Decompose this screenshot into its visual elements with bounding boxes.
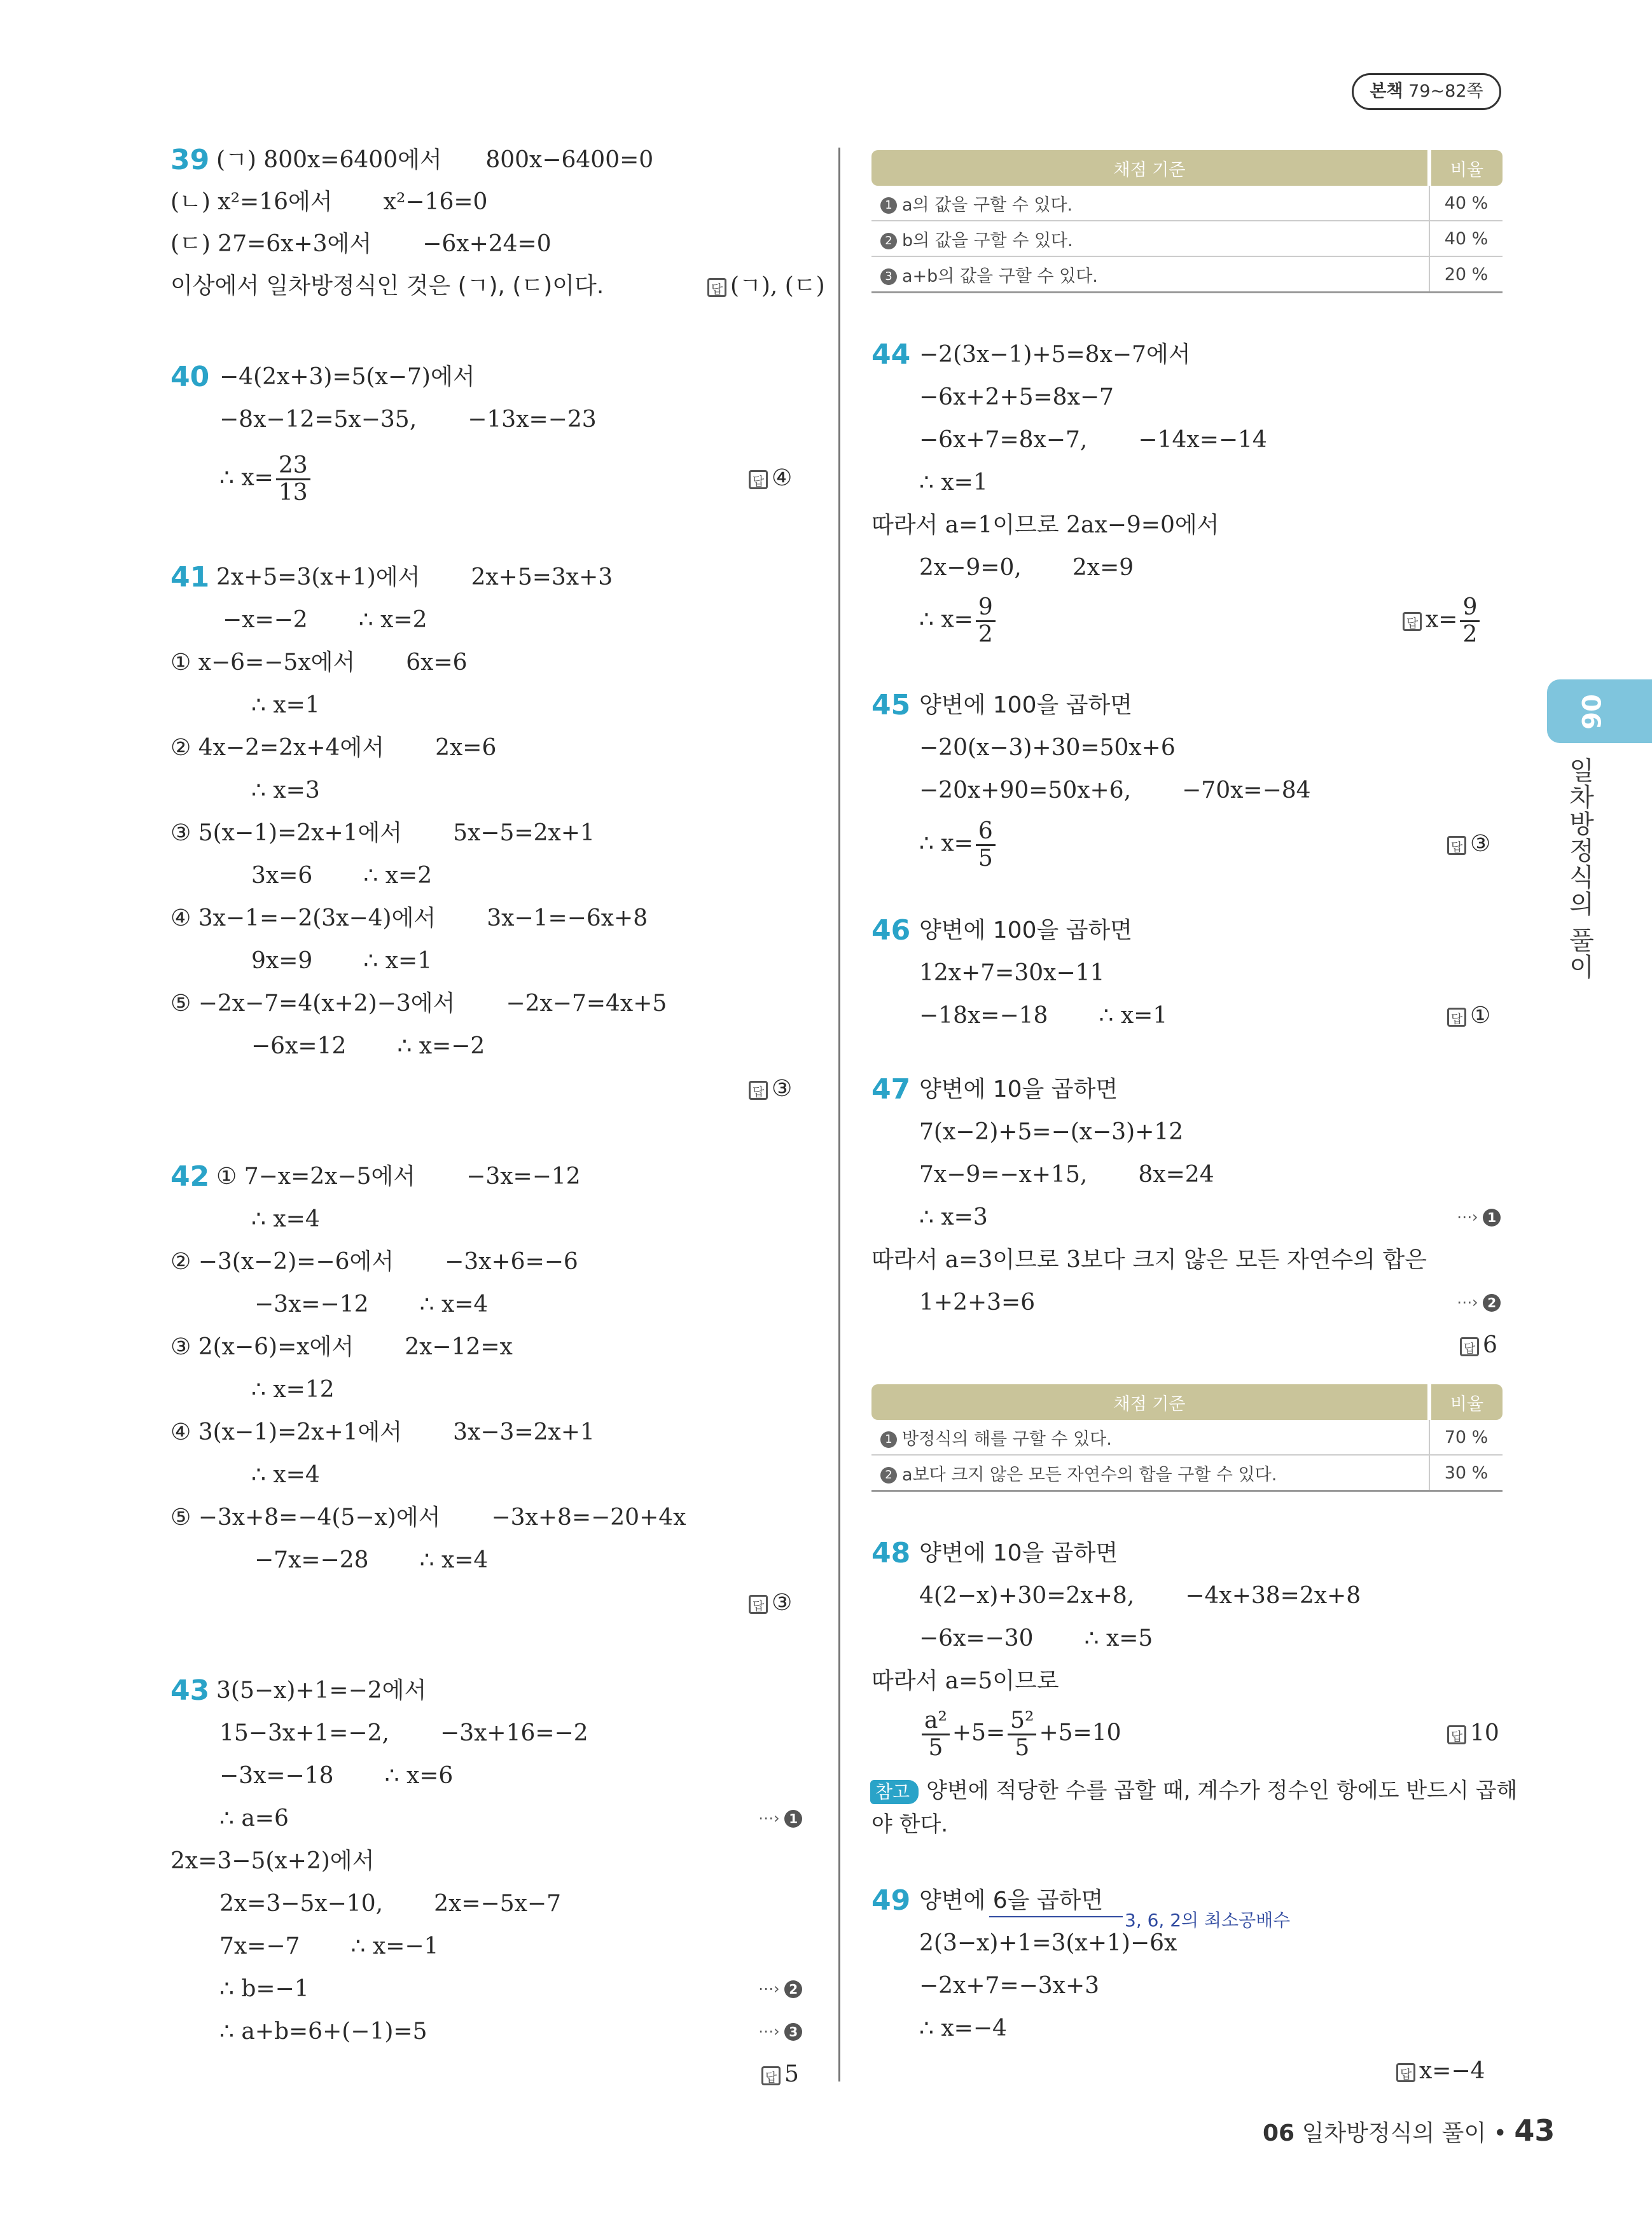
solution-line: ∴ x=−4 xyxy=(919,2015,1007,2041)
solution-line: (ㄷ) 27=6x+3에서 −6x+24=0 xyxy=(170,231,552,257)
answer: 답 x= $\frac{9}{2}$ xyxy=(1403,595,1482,648)
fraction: $\frac{\text{5²}}{5}$ xyxy=(1008,1708,1036,1761)
column-divider xyxy=(838,148,840,2082)
criteria-header: 채점 기준 xyxy=(871,150,1429,186)
solution-line: 이상에서 일차방정식인 것은 (ㄱ), (ㄷ)이다. xyxy=(170,273,604,299)
criteria-cell: 1 a의 값을 구할 수 있다. xyxy=(871,186,1429,221)
answer-icon: 답 xyxy=(761,2066,781,2085)
problem-number: 46 xyxy=(871,914,911,947)
solution-line: ∴ x=3 xyxy=(919,1204,988,1230)
solution-line: −3x=−18 ∴ x=6 xyxy=(219,1763,454,1789)
page-footer: 06 일차방정식의 풀이 • 43 xyxy=(1263,2113,1555,2148)
criteria-header: 채점 기준 xyxy=(871,1384,1429,1420)
solution-line: ③ 2(x−6)=x에서 2x−12=x xyxy=(170,1334,513,1360)
solution-line: ∴ x=4 xyxy=(251,1462,320,1488)
solution-line: −20(x−3)+30=50x+6 xyxy=(919,735,1176,761)
ratio-header: 비율 xyxy=(1429,150,1503,186)
solution-line: 2x=3−5x−10, 2x=−5x−7 xyxy=(219,1891,561,1917)
solution-line: 2x=3−5(x+2)에서 xyxy=(170,1848,375,1874)
solution-line: ① 7−x=2x−5에서 −3x=−12 xyxy=(216,1164,581,1190)
fraction: $\frac{9}{2}$ xyxy=(976,595,996,648)
solution-line: −6x+7=8x−7, −14x=−14 xyxy=(919,427,1267,453)
solution-line: 양변에 6을 곱하면 xyxy=(919,1887,1104,1914)
solution-line: −x=−2 ∴ x=2 xyxy=(223,607,427,633)
solution-line: 따라서 a=1이므로 2ax−9=0에서 xyxy=(871,512,1219,538)
solution-line: 12x+7=30x−11 xyxy=(919,960,1105,986)
solution-line: ② −3(x−2)=−6에서 −3x+6=−6 xyxy=(170,1249,578,1275)
answer: 답 10 xyxy=(1447,1721,1499,1746)
solution-line: 7x=−7 ∴ x=−1 xyxy=(219,1933,439,1959)
solution-line: 양변에 10을 곱하면 xyxy=(919,1540,1118,1566)
solution-line: −4(2x+3)=5(x−7)에서 xyxy=(219,364,475,390)
problem-number: 40 xyxy=(170,361,210,393)
solution-line: ∴ x= $\frac{6}{5}$ xyxy=(919,819,998,872)
note-line: 참고 양변에 적당한 수를 곱할 때, 계수가 정수인 항에도 반드시 곱해 xyxy=(870,1778,1517,1804)
problem-number: 47 xyxy=(871,1073,911,1106)
solution-line: 7(x−2)+5=−(x−3)+12 xyxy=(919,1119,1184,1145)
answer-icon: 답 xyxy=(749,1595,768,1614)
answer-icon: 답 xyxy=(707,278,726,297)
page-range-badge xyxy=(1352,73,1501,110)
answer-icon: 답 xyxy=(1396,2063,1415,2082)
solution-line: ∴ a+b=6+(−1)=5 xyxy=(219,2019,427,2045)
solution-line: ∴ x=1 xyxy=(251,692,320,718)
solution-line: ∴ x=4 xyxy=(251,1206,320,1232)
solution-line: −6x+2+5=8x−7 xyxy=(919,384,1114,410)
note-line: 야 한다. xyxy=(871,1812,948,1837)
step-marker: ⋯› 3 xyxy=(758,2022,802,2041)
answer: 답 (ㄱ), (ㄷ) xyxy=(707,274,825,299)
solution-line: $\frac{\text{a²}}{5}$ +5= $\frac{\text{5²}}{5}$ +5=10 xyxy=(919,1708,1121,1761)
problem-number: 49 xyxy=(871,1884,911,1917)
solution-line: ∴ x=3 xyxy=(251,777,320,803)
problem-number: 39 xyxy=(170,144,210,176)
answer-icon: 답 xyxy=(749,470,768,489)
solution-line: 7x−9=−x+15, 8x=24 xyxy=(919,1162,1214,1188)
fraction: $\frac{6}{5}$ xyxy=(976,819,996,872)
problem-number: 45 xyxy=(871,689,911,721)
problem-number: 42 xyxy=(170,1160,210,1193)
problem-number: 41 xyxy=(170,561,210,594)
solution-line: −6x=12 ∴ x=−2 xyxy=(251,1033,485,1059)
solution-line: ∴ a=6 xyxy=(219,1805,289,1831)
solution-line: 2x−9=0, 2x=9 xyxy=(919,555,1134,581)
solution-line: −8x−12=5x−35, −13x=−23 xyxy=(219,407,597,433)
solution-line: −20x+90=50x+6, −70x=−84 xyxy=(919,777,1311,803)
solution-line: 양변에 10을 곱하면 xyxy=(919,1076,1118,1102)
solution-line: 3x=6 ∴ x=2 xyxy=(251,863,433,889)
solution-line: ∴ x= $\frac{9}{2}$ xyxy=(919,595,998,648)
criteria-cell: 2 b의 값을 구할 수 있다. xyxy=(871,221,1429,256)
solution-line: ∴ x=12 xyxy=(251,1377,335,1403)
answer: 답 5 xyxy=(761,2062,799,2087)
solution-line: −2x+7=−3x+3 xyxy=(919,1973,1100,1999)
answer-icon: 답 xyxy=(1447,1008,1466,1027)
answer-icon: 답 xyxy=(1447,836,1466,855)
scoring-criteria-table: 채점 기준 비율 1 방정식의 해를 구할 수 있다. 70 % 2 a보다 크지 않은 모든 자연수의 합을 구할 수 있다. 30 % xyxy=(871,1384,1503,1492)
solution-line: 15−3x+1=−2, −3x+16=−2 xyxy=(219,1720,588,1746)
ratio-header: 비율 xyxy=(1429,1384,1503,1420)
page-range: 79~82쪽 xyxy=(1408,81,1483,101)
answer-icon: 답 xyxy=(749,1081,768,1100)
problem-number: 48 xyxy=(871,1537,911,1569)
solution-line: 2(3−x)+1=3(x+1)−6x xyxy=(919,1930,1177,1956)
solution-line: 양변에 100을 곱하면 xyxy=(919,917,1133,943)
solution-line: ∴ b=−1 xyxy=(219,1976,309,2002)
chapter-side-title: 일차방정식의 풀이 xyxy=(1565,757,1594,980)
solution-line: ⑤ −3x+8=−4(5−x)에서 −3x+8=−20+4x xyxy=(170,1505,686,1531)
solution-line: (ㄴ) x²=16에서 x²−16=0 xyxy=(170,189,488,215)
problem-number: 44 xyxy=(871,338,911,371)
solution-line: ① x−6=−5x에서 6x=6 xyxy=(170,650,468,676)
solution-line: ∴ x= $\frac{23}{13}$ xyxy=(219,453,313,506)
criteria-cell: 3 a+b의 값을 구할 수 있다. xyxy=(871,256,1429,293)
answer: 답 ③ xyxy=(749,1590,792,1616)
solution-line: ∴ x=1 xyxy=(919,469,988,496)
solution-line: −3x=−12 ∴ x=4 xyxy=(254,1291,489,1317)
solution-line: 따라서 a=5이므로 xyxy=(871,1668,1059,1694)
solution-line: ④ 3x−1=−2(3x−4)에서 3x−1=−6x+8 xyxy=(170,905,648,931)
answer: 답 x=−4 xyxy=(1396,2059,1485,2084)
answer: 답 ③ xyxy=(1447,831,1490,857)
problem-number: 43 xyxy=(170,1674,210,1707)
solution-line: 따라서 a=3이므로 3보다 크지 않은 모든 자연수의 합은 xyxy=(871,1247,1427,1273)
answer: 답 ① xyxy=(1447,1003,1490,1029)
fraction: $\frac{\text{a²}}{5}$ xyxy=(922,1708,950,1761)
step-marker: ⋯› 2 xyxy=(758,1980,802,1998)
solution-line: ④ 3(x−1)=2x+1에서 3x−3=2x+1 xyxy=(170,1419,595,1445)
answer-icon: 답 xyxy=(1460,1337,1479,1356)
solution-line: −18x=−18 ∴ x=1 xyxy=(919,1003,1168,1029)
criteria-cell: 1 방정식의 해를 구할 수 있다. xyxy=(871,1420,1429,1455)
solution-line: −2(3x−1)+5=8x−7에서 xyxy=(919,342,1191,368)
solution-line: 2x+5=3(x+1)에서 2x+5=3x+3 xyxy=(216,564,613,590)
solution-line: −7x=−28 ∴ x=4 xyxy=(254,1547,489,1573)
chapter-tab xyxy=(1547,679,1652,743)
solution-line: 4(2−x)+30=2x+8, −4x+38=2x+8 xyxy=(919,1583,1361,1609)
fraction: $\frac{23}{13}$ xyxy=(276,453,310,506)
step-marker: ⋯› 1 xyxy=(758,1809,802,1828)
solution-line: −6x=−30 ∴ x=5 xyxy=(919,1625,1153,1651)
solution-line: (ㄱ) 800x=6400에서 800x−6400=0 xyxy=(216,147,654,173)
answer: 답 ③ xyxy=(749,1076,792,1102)
answer: 답 6 xyxy=(1460,1333,1497,1358)
criteria-cell: 2 a보다 크지 않은 모든 자연수의 합을 구할 수 있다. xyxy=(871,1455,1429,1491)
answer-icon: 답 xyxy=(1447,1725,1466,1744)
chapter-tab-number: 06 xyxy=(1575,694,1605,730)
solution-line: ② 4x−2=2x+4에서 2x=6 xyxy=(170,735,497,761)
solution-line: 9x=9 ∴ x=1 xyxy=(251,948,433,974)
solution-line: 3(5−x)+1=−2에서 xyxy=(216,1678,427,1704)
solution-line: ③ 5(x−1)=2x+1에서 5x−5=2x+1 xyxy=(170,820,595,846)
answer: 답 ④ xyxy=(749,466,792,491)
book-label: 본책 xyxy=(1370,81,1403,101)
note-tag: 참고 xyxy=(870,1780,919,1804)
page-number: 43 xyxy=(1514,2113,1555,2148)
step-marker: ⋯› 2 xyxy=(1457,1293,1501,1312)
answer-icon: 답 xyxy=(1403,612,1422,631)
step-marker: ⋯› 1 xyxy=(1457,1208,1501,1227)
solution-line: 1+2+3=6 xyxy=(919,1289,1036,1316)
solution-line: 양변에 100을 곱하면 xyxy=(919,692,1133,718)
annotation-underline xyxy=(989,1916,1123,1917)
solution-line: ⑤ −2x−7=4(x+2)−3에서 −2x−7=4x+5 xyxy=(170,990,667,1017)
annotation-note: 3, 6, 2의 최소공배수 xyxy=(1125,1910,1291,1931)
scoring-criteria-table: 채점 기준 비율 1 a의 값을 구할 수 있다. 40 % 2 b의 값을 구할 수 있다. 40 % 3 a+b의 값을 구할 수 있다. 20 % xyxy=(871,150,1503,293)
